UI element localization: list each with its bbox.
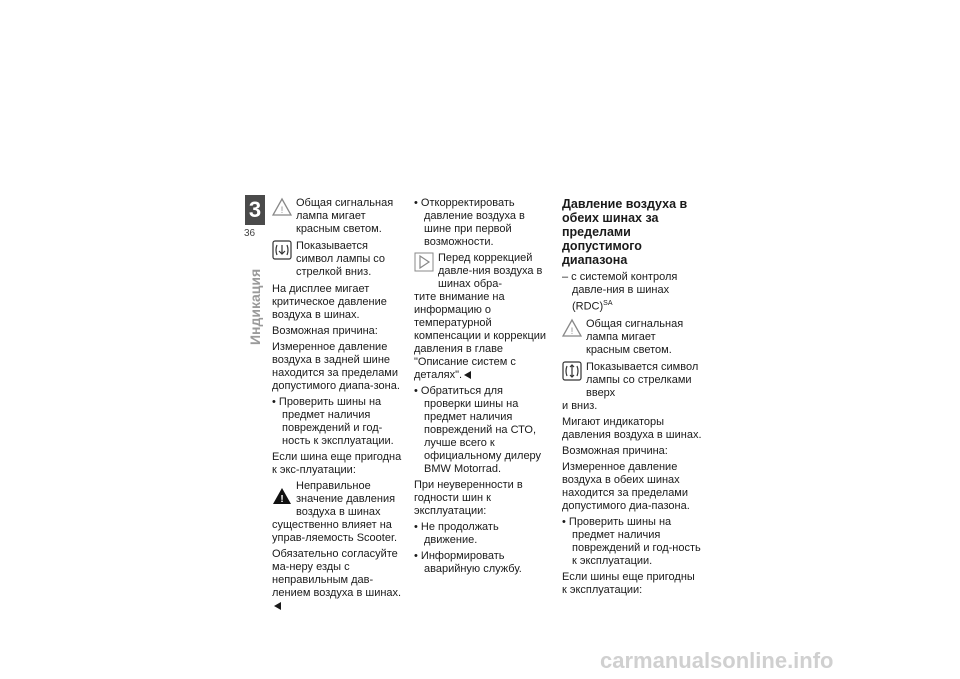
para-driving: Обязательно согласуйте ма-неру езды с неправильным дав-лением воздуха в шинах.: [272, 548, 408, 613]
page-number: 36: [244, 228, 256, 239]
bullet-emergency: • Информировать аварийную службу.: [414, 550, 522, 575]
tire-pressure-arrows-up-down-icon: [562, 361, 582, 381]
para-handling: существенно влияет на управ-ляемость Scooter.: [272, 519, 398, 544]
column-2: [414, 197, 550, 579]
section-heading: Давление воздуха в обеих шинах за пределами допустимого диапазона: [562, 197, 688, 267]
para-updown: и вниз.: [562, 399, 598, 412]
note-row: Перед коррекцией давле-ния воздуха в шинах обра-: [414, 252, 550, 291]
para-note: тите внимание на информацию о температурной компенсации и коррекции давления в главе "Описание систем с деталях".: [414, 291, 547, 381]
column-1: [272, 197, 408, 616]
chapter-number: 3: [245, 195, 265, 225]
bullet-correct: • Откорректировать давление воздуха в шине при первой возможности.: [414, 197, 525, 248]
para-cause-label: Возможная причина:: [272, 325, 378, 337]
svg-text:!: !: [280, 494, 284, 505]
end-mark-icon: [464, 371, 471, 379]
para-unsure: При неуверенности в годности шин к эксплуатации:: [414, 479, 523, 517]
column-3: [562, 197, 702, 600]
svg-text:!: !: [570, 325, 574, 336]
para-cause-label: Возможная причина:: [562, 444, 668, 457]
warning-row: ! Неправильное значение давления воздуха в шинах: [272, 480, 408, 519]
warning-triangle-outline-icon: [272, 197, 292, 217]
warning-triangle-outline-icon: [562, 318, 582, 338]
bullet-stop: • Не продолжать движение.: [414, 521, 499, 546]
tire-pressure-updown-row: Показывается символ лампы со стрелками вверх: [562, 361, 702, 400]
end-mark-icon: [274, 602, 281, 610]
tire-pressure-down-row: Показывается символ лампы со стрелкой вниз.: [272, 240, 408, 279]
general-warning-row: ! Общая сигнальная лампа мигает красным светом.: [562, 318, 702, 357]
tire-pressure-arrow-down-icon: [272, 240, 292, 260]
para-cause: Измеренное давление воздуха в обеих шинах находится за пределами допустимого диа-пазона.: [562, 460, 690, 512]
watermark: carmanualsonline.info: [600, 648, 834, 673]
general-warning-row: ! Общая сигнальная лампа мигает красным светом.: [272, 197, 408, 236]
svg-text:!: !: [280, 205, 284, 215]
para-indicators: Мигают индикаторы давления воздуха в шинах.: [562, 415, 702, 441]
note-triangle-icon: [414, 252, 434, 272]
para-if-fit: Если шина еще пригодна к экс-плуатации:: [272, 451, 402, 476]
rdc-line: – с системой контроля давле-ния в шинах (RDC)$^{SA}$: [562, 271, 678, 313]
para-display: На дисплее мигает критическое давление воздуха в шинах.: [272, 283, 387, 321]
warning-triangle-icon: [272, 486, 292, 506]
bullet-check: • Проверить шины на предмет наличия повреждений и год-ность к эксплуатации.: [562, 515, 701, 567]
chapter-title: Индикация: [247, 268, 263, 345]
bullet-check: • Проверить шины на предмет наличия повреждений и год-ность к эксплуатации.: [272, 396, 394, 447]
para-cause: Измеренное давление воздуха в задней шине находится за пределами допустимого диапа-зона.: [272, 341, 400, 392]
bullet-service: • Обратиться для проверки шины на предмет наличия повреждений на СТО, лучше всего к официальному дилеру BMW Motorrad.: [414, 385, 542, 475]
para-if-fit: Если шины еще пригодны к эксплуатации:: [562, 570, 695, 596]
